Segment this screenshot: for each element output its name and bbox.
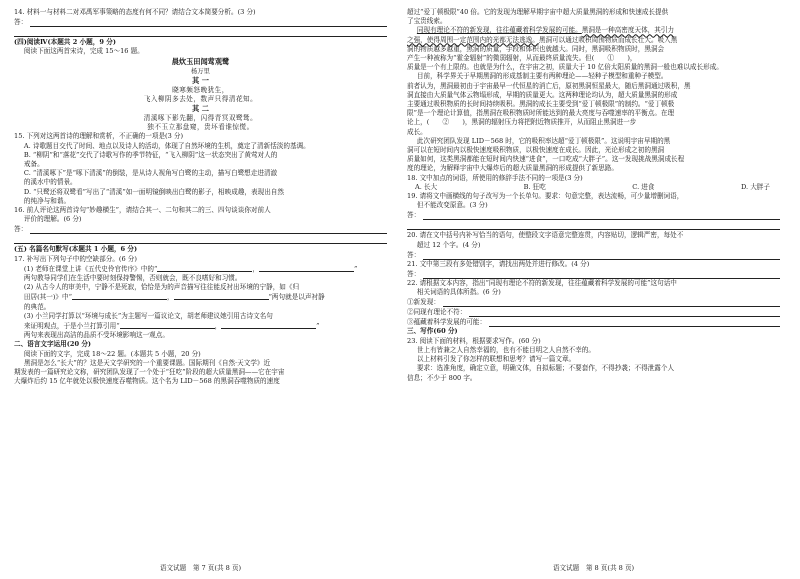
option-d[interactable]: D. 大胖子 [740, 182, 770, 191]
page-footer-8: 语文试题 第 8 页(共 8 页) [552, 563, 635, 572]
question-19-tail: 但不能改变原意。(3 分) [416, 201, 488, 210]
blank-input[interactable] [174, 292, 269, 300]
q15-option: B. “柳阴”和“落花”交代了诗歌写作的季节特征，“飞入柳阴”这一状态突出了黄莺对人的 [23, 150, 278, 159]
lang-intro: 阅读下面的文字，完成 18～22 题。(本题共 5 小题，20 分) [23, 349, 201, 358]
question-14: 14. 材料一与材料二对邓禹军事策略的态度有何不同？请结合文本简要分析。(3 分) [14, 8, 256, 16]
passage-p2: 质量是一个有上限的。也就是为什么，在宇宙之初，质量大于 10 亿倍太阳质量的黑洞一般也难以成长形成。 [407, 63, 723, 72]
recite-heading: (五) 名篇名句默写(本题共 1 小题，6 分) [14, 245, 138, 254]
answer-line-19[interactable] [407, 210, 780, 220]
question-20: 20. 请在文中括号内补写恰当的语句，使整段文字语意完整连贯，内容贴切，逻辑严密，每处不 [407, 231, 684, 240]
passage-line: 期发表的一篇研究论文称，研究团队发现了一个处于“狂吃”阶段的超大质量黑洞——它在宇宙 [14, 368, 285, 377]
q15-option: C. “清溪啄下”是“啄下清溪”的倒装，是从诗人视角写白鹭的主动，描写白鹭想走进清澈 [23, 169, 278, 178]
answer-line-21[interactable] [407, 269, 780, 279]
question-20-tail: 超过 12 个字。(4 分) [416, 240, 481, 249]
q17-3: (3) 小兰同学打算以“环境与成长”为主题写一篇议论文，胡老师建议她引用古诗文名句 [23, 311, 273, 320]
poem2-line: 独不玉立那盘窥，贵坏看谁惊慌。 [147, 123, 254, 132]
passage-p3: 论上，( ② )，黑洞的辐射压力将把附近物质推开，从而阻止黑洞进一步 [407, 118, 637, 127]
passage-p3: 限”是一个理论计算值，指黑洞在吸积物质时所能达到的最大亮度与吞噬速率的平衡点。在理 [407, 109, 675, 118]
blank-input[interactable] [221, 321, 316, 329]
poem1-line: 晓寒频怒晚犹生， [172, 85, 229, 94]
passage-p4: 洞可以在短时间内以极快速度吸积物质，以极快速度在成长。因此，光论形成之初的黑洞 [407, 146, 665, 155]
option-c[interactable]: C. 进食 [632, 182, 655, 191]
section-2-heading: 二、语言文字运用(20 分) [14, 340, 92, 349]
question-18: 18. 文中加点的词语，所使用的修辞手法不同的一项是(3 分) [407, 173, 583, 182]
answer-line-20[interactable] [407, 250, 780, 260]
q17-2: (2) 从古今人的审美中，宁静不是死寂，恰恰是为的声音描写往往能反衬出环境的宁静，如《归 [23, 283, 300, 292]
poem2-line: 清溪啄下影先翻，闪得青冥双鹭鸶。 [143, 114, 258, 123]
passage-p2: 产生一种被称为“霍金辐射”的微弱辐射，从而最终质量流失。但( ① )， [407, 54, 637, 63]
passage-p2: 之强，使得周围一定范围内的光都无法逃逸。黑洞可以通过吸积周围物质而成长壮大。吸入黑 [407, 35, 678, 44]
option-b[interactable]: B. 狂吃 [523, 182, 546, 191]
q15-option-cont: 的溪水中的情景。 [23, 178, 77, 187]
q15-option-cont: 戒备。 [23, 160, 44, 169]
passage-line: 超过“爱丁顿极限”40 倍。它的发现为理解早期宇宙中超大质量黑洞的形成和快速成长提供 [407, 8, 669, 16]
answer-label: 答： [407, 269, 421, 278]
q15-option: A. 诗歌题目交代了时间、地点以及诗人的活动，体现了自然环境的生机，奠定了清新恬淡的基调。 [23, 141, 310, 150]
blank-input[interactable] [157, 264, 252, 272]
passage-p4: 度的理论，为解释宇宙中大爆炸后的超大质量黑洞的形成提供了新思路。 [407, 164, 618, 173]
passage-p3: 前者认为，黑洞最初由于宇宙最早一代恒星的消亡后，原初黑洞恒星最大，随后黑洞通过吸积，黑 [407, 81, 691, 90]
answer-label: 答： [14, 225, 28, 234]
question-17: 17. 补写出下列句子中的空缺部分。(6 分) [14, 254, 137, 263]
q17-2-cont: 田居(其一)》中“ ， ”两句就是以声衬静 [23, 293, 325, 302]
question-16: 16. 前人评论这两首诗句“妙趣横生”，请结合其一、二句和其二的三、四句谈谈你对前人 [14, 206, 271, 215]
answer-line-16b[interactable] [14, 234, 387, 244]
question-15: 15. 下列对这两首诗的理解和赏析，不正确的一项是(3 分) [14, 132, 184, 141]
q17-2-end: 的典范。 [23, 302, 51, 311]
passage-p3: 成长。 [407, 127, 427, 136]
blank-input[interactable] [120, 321, 215, 329]
poem-title: 晨炊玉田闻莺观鹭 [171, 56, 230, 66]
poem2-heading: 其 二 [192, 104, 209, 114]
answer-line-16[interactable] [14, 224, 387, 234]
q22-item-1[interactable]: ①新发现： [407, 297, 780, 307]
passage-p4: 此次研究团队发现 LID－568 时，它的吸积率达超“爱丁顿极限”。这说明宇宙早期的黑 [416, 136, 671, 145]
option-a[interactable]: A. 长大 [415, 182, 438, 191]
page-footer-7: 语文试题 第 7 页(共 8 页) [159, 563, 242, 572]
q17-3-cont: 来证明观点，于是小兰打算引用“ ， ” [23, 322, 320, 331]
passage-line: 大爆炸后约 15 亿年就处以极快速度吞噬物质。这个名为 LID－568 的黑洞吞噬物质的速度 [14, 377, 280, 386]
passage-p3: 主要通过吸积物质的长时间持续吸积。黑洞的成长主要受到“爱丁顿极限”的制约。“爱丁顿极 [407, 100, 675, 109]
passage-p2: 洞的物质越多越重，黑洞的质量，手段和体积也就越大。同时，黑洞吸积物质时，黑洞会 [407, 44, 665, 53]
q18-options [407, 183, 780, 192]
q17-3-end: 两句来表现出高洁的品质不受环境影响这一观点。 [23, 331, 169, 340]
passage-p3: 洞直接由大质量气体云物塌形成，早期的质量更大。这两种理论均认为，超大质量黑洞的形成 [407, 90, 678, 99]
blank-input[interactable] [259, 264, 354, 272]
passage-p2: 同现有理论不符的新发现，往往蕴藏着科学发展的可能。黑洞是一种高密度天体，其引力 [416, 26, 675, 35]
passage-p3: 目前，科学界关于早期黑洞的形成基制主要有两种理论——轻种子模型和重种子模型。 [416, 72, 668, 81]
q22-item-3[interactable]: ③蕴藏着科学发展的可能： [407, 317, 780, 327]
poem-author: 杨万里 [190, 66, 211, 75]
q15-option-cont: 的纯净与和谐。 [23, 196, 71, 205]
q15-option: D. “只鹭还将双鹭看”写出了“清溪”如一面明镜倒映出白鹭的影子，相映成趣，表现出自然 [23, 187, 284, 196]
question-22: 22. 请根据文本内容，指出“同现有理论不符的新发现，往往蕴藏着科学发展的可能”这句话中 [407, 279, 677, 288]
reading4-heading: (四)阅读Ⅳ(本题共 2 小题，9 分) [14, 38, 116, 47]
q17-1: (1) 老师在课堂上讲《五代史伶官传序》中的“ ， ” [23, 264, 358, 273]
blank-input[interactable] [72, 292, 167, 300]
q22-item-2[interactable]: ②同现有理论不符： [407, 307, 780, 317]
answer-line-19b[interactable] [407, 220, 780, 230]
q23-requirement: 要求：选准角度，确定立意，明确文体，自拟标题；不要套作，不得抄袭；不得泄露个人 [416, 364, 675, 373]
question-16-tail: 评价的理解。(6 分) [23, 215, 82, 224]
passage-line: 了宝贵线索。 [407, 17, 447, 26]
passage-p4: 质量如何，这类黑洞都能在短时间内快速“进食”，一口吃成“大胖子”。这一发现挑战黑洞成长程 [407, 155, 685, 164]
answer-line-14b[interactable] [14, 27, 387, 37]
answer-label: 答： [407, 250, 421, 259]
section-3-heading: 三、写作(60 分) [407, 327, 458, 336]
page-8 [407, 8, 780, 579]
poem1-line: 飞入柳阴多去处，数声只得清花知。 [143, 94, 258, 103]
poem1-heading: 其 一 [192, 75, 209, 85]
page-7 [14, 8, 387, 579]
q17-1-cont: 两句教导同学们在生活中要时刻保持警惕，否则就会，既不良嗜好和习惯。 [23, 274, 242, 283]
answer-label: 答： [14, 18, 28, 26]
question-19: 19. 请将文中画横线的句子改写为一个长单句。要求：句意完整，表达流畅，可少量增删词语， [407, 192, 684, 201]
question-23: 23. 阅读下面的材料，根据要求写作。(60 分) [407, 336, 541, 345]
q23-material: 世上有皆兼之人自然幸福的，也有不能目明之人自然不幸的。 [416, 345, 595, 354]
answer-label: 答： [407, 211, 421, 220]
q23-material: 以上材料引发了你怎样的联想和思考？请写一篇文章。 [416, 355, 576, 364]
reading4-intro: 阅读下面这两首宋诗，完成 15～16 题。 [23, 47, 144, 56]
question-22-tail: 相关词语的具体所指。(6 分) [416, 288, 501, 297]
passage-line: 黑洞是怎么“长大”的？这是天文学研究的一个重要课题。国际期刊《自然·天文学》近 [23, 358, 271, 367]
answer-line-14[interactable] [14, 17, 387, 27]
question-21: 21. 文中第三段有多处错别字，请找出两处并进行修改。(4 分) [407, 259, 590, 268]
q23-requirement: 信息；不少于 800 字。 [407, 373, 477, 382]
